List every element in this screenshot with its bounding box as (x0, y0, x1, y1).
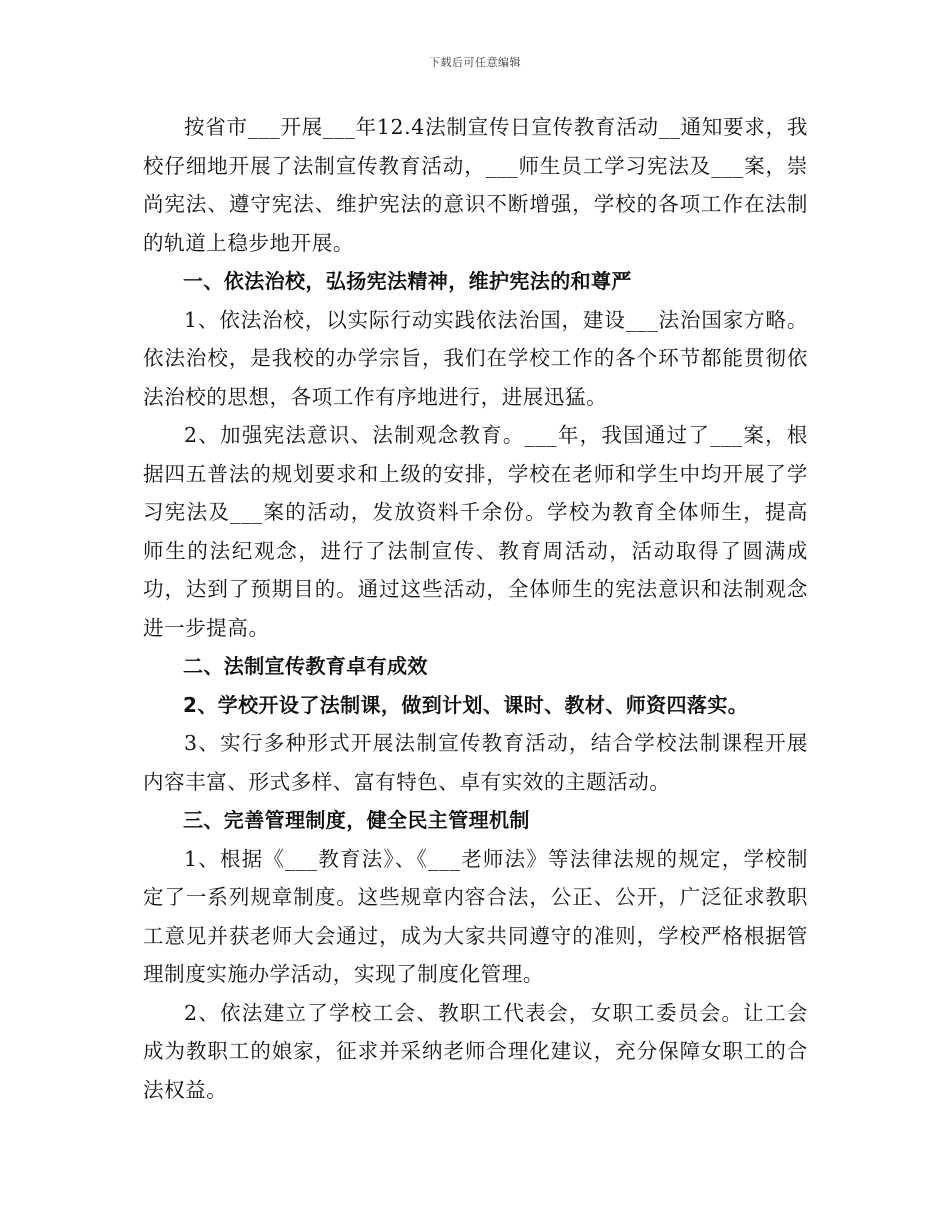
section-3-heading: 三、完善管理制度，健全民主管理机制 (183, 808, 530, 832)
section-1-heading: 一、依法治校，弘扬宪法精神，维护宪法的和尊严 (183, 269, 632, 293)
header-note: 下载后可任意编辑 (429, 56, 521, 69)
section-3-paragraph-1: 1、根据《___教育法》、《___老师法》等法律法规的规定，学校制定了一系列规章制度。这些规章内容合法，公正、公开，广泛征求教职工意见并获老师大会通过，成为大家共同遵守的准则，学校严格根据管理制度实施办学活动，实现了制度化管理。 (143, 846, 808, 986)
section-2-paragraph: 3、实行多种形式开展法制宣传教育活动，结合学校法制课程开展内容丰富、形式多样、富有特色、卓有实效的主题活动。 (143, 731, 808, 794)
section-3-paragraph-2: 2、依法建立了学校工会、教职工代表会，女职工委员会。让工会成为教职工的娘家，征求并采纳老师合理化建议，充分保障女职工的合法权益。 (143, 1000, 808, 1102)
section-2-heading: 二、法制宣传教育卓有成效 (183, 654, 428, 678)
document-body (143, 108, 808, 1109)
section-2-bold-item: 2、学校开设了法制课，做到计划、课时、教材、师资四落实。 (183, 692, 749, 717)
intro-paragraph: 按省市___开展___年12.4法制宣传日宣传教育活动__通知要求，我校仔细地开展了法制宣传教育活动，___师生员工学习宪法及___案，崇尚宪法、遵守宪法、维护宪法的意识不断增强，学校的各项工作在法制的轨道上稳步地开展。 (143, 115, 808, 255)
section-1-paragraph-2: 2、加强宪法意识、法制观念教育。___年，我国通过了___案，根据四五普法的规划要求和上级的安排，学校在老师和学生中均开展了学习宪法及___案的活动，发放资料千余份。学校为教育全体师生，提高师生的法纪观念，进行了法制宣传、教育周活动，活动取得了圆满成功，达到了预期目的。通过这些活动，全体师生的宪法意识和法制观念进一步提高。 (143, 423, 808, 640)
section-1-paragraph-1: 1、依法治校，以实际行动实践依法治国，建设___法治国家方略。依法治校，是我校的办学宗旨，我们在学校工作的各个环节都能贯彻依法治校的思想，各项工作有序地进行，进展迅猛。 (143, 307, 808, 409)
